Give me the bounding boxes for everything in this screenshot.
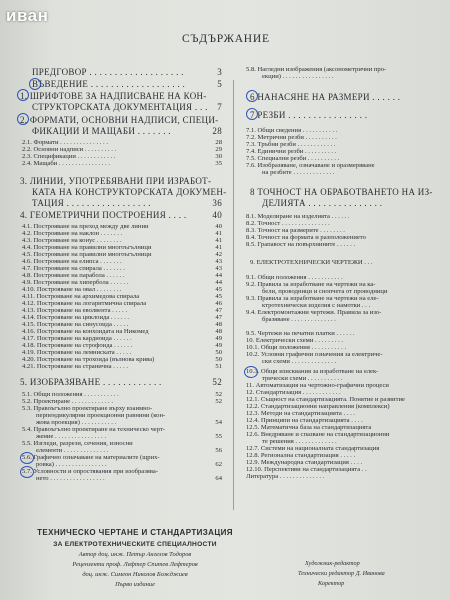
reviewer-credit: Рецензенти проф. Лефтер Спитев Лефтеров: [72, 561, 198, 568]
toc-entry: [20, 91, 225, 101]
reviewer-credit: доц. инж. Симеон Николов Божджиев: [82, 571, 188, 578]
toc-entry: [262, 358, 438, 366]
toc-entry-title: жение . . . . . . . . . . . . . . . .: [36, 433, 107, 440]
toc-entry-title: ктротехнически изделия с намотки . . .: [262, 302, 371, 309]
toc-page-number: 55: [215, 433, 222, 440]
toc-entry-title: 12.6. Внедряване и спазване на стандартизационни: [246, 431, 390, 438]
toc-entry-title: 4. ГЕОМЕТРИЧНИ ПОСТРОЕНИЯ . . . .: [20, 210, 187, 220]
toc-entry: [246, 241, 438, 249]
toc-page-number: 7: [217, 102, 222, 112]
toc-entry-title: 2. ФОРМАТИ, ОСНОВНИ НАДПИСИ, СПЕЦИ-: [20, 115, 219, 125]
toc-page-number: 50: [215, 349, 222, 356]
toc-entry-title: 4.9. Построяване на хипербола . . . . . .: [22, 279, 129, 286]
book-imprint: [20, 528, 250, 588]
toc-entry: [20, 210, 222, 220]
toc-entry: [32, 198, 222, 208]
toc-entry-title: 4.10. Построяване на овал . . . . . . . .: [22, 286, 122, 293]
toc-entry-title: СТРУКТОРСКАТА ДОКУМЕНТАЦИЯ . . .: [32, 102, 208, 112]
toc-page-number: 64: [215, 475, 222, 482]
toc-entry-title: 7.6. Изобразяване, означаване и оразмеряване: [246, 162, 375, 169]
toc-entry-title: 8.1. Моделиране на изделията . . . . . .: [246, 213, 350, 220]
toc-entry-title: бразяване . . . . . . . . . . . . . .: [262, 316, 336, 323]
toc-entry-title: 4.4. Построяване на правилни многоъгълници: [22, 244, 152, 251]
toc-entry-title: 4.5. Построяване на правилни многоъгълници: [22, 251, 152, 258]
toc-page-number: 50: [215, 356, 222, 363]
toc-page-number: 49: [215, 335, 222, 342]
toc-page-number: 30: [215, 153, 222, 160]
book-title: ТЕХНИЧЕСКО ЧЕРТАНЕ И СТАНДАРТИЗАЦИЯ: [37, 528, 233, 537]
toc-entry-title: 10.3. Общи изисквания за изработване на елек-: [246, 368, 379, 375]
toc-entry-title: екции) . . . . . . . . . . . . . . . .: [262, 73, 334, 80]
toc-entry: [262, 316, 438, 324]
watermark-label: иван: [6, 6, 49, 25]
toc-entry-title: 2.2. Основни надписи . . . . . . . . . .: [22, 146, 117, 153]
toc-entry: [262, 169, 438, 177]
toc-entry-title: 12.5. Математична база на стандартизацията: [246, 424, 372, 431]
toc-entry-title: 12. Стандартизация . . . . . . . . . . . .: [246, 389, 341, 396]
book-subtitle: ЗА ЕЛЕКТРОТЕХНИЧЕСКИТЕ СПЕЦИАЛНОСТИ: [53, 541, 217, 548]
toc-entry: [262, 198, 438, 208]
toc-entry-title: 12.4. Принципи на стандартизацията . . . .: [246, 417, 363, 424]
toc-entry-title: бели, проводници и снопчета от проводници: [262, 288, 388, 295]
toc-entry-title: 4.13. Построяване на еволвента . . . . .: [22, 307, 128, 314]
toc-entry-title: 8.3. Точност на размерите . . . . . . . .: [246, 227, 345, 234]
toc-entry-title: ски схеми . . . . . . . . . . . . . .: [262, 358, 337, 365]
column-divider: [233, 80, 234, 510]
toc-entry-title: 1. ШРИФТОВЕ ЗА НАДПИСВАНЕ НА КОН-: [20, 91, 207, 101]
toc-entry-title: 9.4. Електромонтажни чертежи. Правила за изо-: [246, 309, 382, 316]
toc-entry-title: 9.2. Правила за изработване на чертежи на ка-: [246, 281, 376, 288]
toc-page-number: 46: [215, 300, 222, 307]
toc-page-number: 43: [215, 265, 222, 272]
toc-entry-title: 7.3. Тръбни резби . . . . . . . . . . . .: [246, 141, 336, 148]
toc-entry: [22, 363, 222, 371]
toc-page-number: 47: [215, 314, 222, 321]
toc-entry-title: 12.3. Методи на стандартизацията . . . .: [246, 410, 356, 417]
toc-page-number: 28: [212, 126, 222, 136]
toc-entry-title: 12.1. Същност на стандартизацията. Понятие и развитие: [246, 396, 405, 403]
toc-entry: [250, 259, 440, 267]
toc-entry: [32, 79, 222, 89]
toc-page-number: 44: [215, 272, 222, 279]
toc-entry-title: 5.6. Графично означаване на материалите (щрих-: [22, 454, 160, 461]
toc-entry-title: 5.4. Правоъгълно проектиране на техническо черт-: [22, 426, 166, 433]
toc-entry-title: 4.3. Построяване на конус . . . . . . . .: [22, 237, 122, 244]
toc-entry-title: ПРЕДГОВОР . . . . . . . . . . . . . . . . . . .: [32, 67, 184, 77]
toc-page-number: 43: [215, 258, 222, 265]
toc-entry: [20, 377, 222, 387]
toc-entry: [32, 102, 222, 112]
toc-entry-title: 2.4. Мащаби . . . . . . . . . . . . . . . .: [22, 160, 110, 167]
toc-entry-title: 9.5. Чертежи на печатни платки . . . . . .: [246, 330, 355, 337]
toc-entry-title: 8.2. Точност . . . . . . . . . . . . . . .: [246, 220, 330, 227]
toc-page-number: 41: [215, 230, 222, 237]
toc-page-number: 52: [215, 391, 222, 398]
toc-entry: [250, 110, 440, 120]
toc-entry-title: 5.1. Общи положения . . . . . . . . . . .: [22, 391, 119, 398]
toc-entry-title: елементи . . . . . . . . . . . . . .: [36, 447, 109, 454]
toc-entry-title: ДЕЛИЯТА . . . . . . . . . . . . . . .: [262, 198, 383, 208]
toc-entry-title: Литература . . . . . . . . . . . . . .: [246, 473, 325, 480]
toc-entry: [20, 176, 225, 186]
toc-entry-title: 4.18. Построяване на строфоида . . . . . .: [22, 342, 133, 349]
toc-page-number: 41: [215, 237, 222, 244]
toc-entry-title: 9. ЕЛЕКТРОТЕХНИЧЕСКИ ЧЕРТЕЖИ . . .: [250, 259, 373, 266]
toc-entry-title: 5.5. Изгледи, разрези, сечения, износни: [22, 440, 133, 447]
pen-circle-mark: [17, 89, 29, 101]
toc-entry-title: 12.10. Перспективи на стандартизацията . .: [246, 466, 367, 473]
toc-entry-title: 3. ЛИНИИ, УПОТРЕБЯВАНИ ПРИ ИЗРАБОТ-: [20, 176, 212, 186]
toc-entry-title: 4.1. Построяване на преход между две линии: [22, 223, 149, 230]
toc-entry-title: 12.8. Регионална стандартизация . . . . .: [246, 452, 356, 459]
toc-entry-title: 12.7. Системи на националната стандартизация: [246, 445, 380, 452]
toc-entry-title: 5.2. Проектиране . . . . . . . . . . . . .: [22, 398, 113, 405]
toc-entry-title: 4.21. Построяване на странична . . . . .: [22, 363, 129, 370]
toc-page-number: 40: [215, 223, 222, 230]
edition-label: Първо издание: [115, 581, 155, 588]
toc-entry-title: 7.2. Метрични резби . . . . . . . . . .: [246, 134, 337, 141]
toc-entry-title: 4.19. Построяване на лемниската . . . . .: [22, 349, 132, 356]
toc-entry: [32, 126, 222, 136]
toc-entry: [250, 92, 440, 102]
toc-page-number: 35: [215, 160, 222, 167]
toc-entry-title: 9.1. Общи положения . . . . . . . . . . .: [246, 274, 343, 281]
toc-entry-title: трически схеми . . . . . . . . . . .: [262, 375, 343, 382]
toc-entry-title: 7.1. Общи сведения . . . . . . . . . . .: [246, 127, 338, 134]
toc-entry-title: 4.14. Построяване на циклоида . . . . . .: [22, 314, 130, 321]
toc-entry-title: 7.4. Единични резби . . . . . . . . . .: [246, 148, 337, 155]
toc-entry-title: перпендикулярни проекционни равнини (кон-: [36, 412, 166, 419]
toc-entry-title: 4.6. Построяване на елипса . . . . . . .: [22, 258, 122, 265]
toc-entry-title: жова проекция) . . . . . . . . . . .: [36, 419, 117, 426]
toc-page-number: 5: [217, 79, 222, 89]
toc-entry: [22, 160, 222, 168]
author-credit: Автор доц. инж. Петър Ангелов Тодоров: [78, 551, 192, 558]
toc-entry: [250, 187, 442, 197]
toc-page-number: 48: [215, 321, 222, 328]
toc-entry: [32, 187, 227, 197]
toc-entry-title: 4.12. Построяване на логаритмична спирала: [22, 300, 147, 307]
pen-circle-mark: [244, 366, 258, 378]
toc-entry-title: 6 НАНАСЯНЕ НА РАЗМЕРИ . . . . . .: [250, 92, 401, 102]
pen-circle-mark: [246, 108, 258, 120]
artist-credit: Художник-редактор: [305, 560, 360, 567]
pen-circle-mark: [20, 452, 34, 464]
toc-page-number: 47: [215, 307, 222, 314]
toc-entry: [36, 475, 222, 483]
toc-entry-title: 5.7. Условности и опростявания при изобразява-: [22, 468, 158, 475]
toc-entry-title: 8.5. Грапавост на повърхнините . . . . . .: [246, 241, 356, 248]
toc-entry-title: ВЪВЕДЕНИЕ . . . . . . . . . . . . . . . . . . .: [32, 79, 186, 89]
toc-page-number: 51: [215, 363, 222, 370]
toc-page-number: 41: [215, 244, 222, 251]
toc-entry-title: 11. Автоматизация на чертожно-графични процеси: [246, 382, 389, 389]
toc-entry-title: те решения . . . . . . . . . . . . .: [262, 438, 337, 445]
toc-entry-title: 2.3. Спецификации . . . . . . . . . . . .: [22, 153, 116, 160]
toc-page-number: 44: [215, 279, 222, 286]
toc-page-number: 29: [215, 146, 222, 153]
toc-entry-title: 2.1. Формати . . . . . . . . . . . . . . .: [22, 139, 108, 146]
toc-entry-title: 10.1. Общи положения . . . . . . . . . . .: [246, 344, 347, 351]
toc-entry-title: 4.2. Построяване на наклон . . . . . . .: [22, 230, 123, 237]
toc-page-number: 54: [215, 419, 222, 426]
toc-entry-title: 4.17. Построяване на кардиоида . . . . . .: [22, 335, 132, 342]
toc-entry-title: 4.20. Построяване на трохоида (вълнова крива): [22, 356, 155, 363]
toc-entry-title: 12.9. Международна стандартизация . . . .: [246, 459, 363, 466]
toc-entry-title: ровка) . . . . . . . . . . . . . . . .: [36, 461, 107, 468]
toc-entry: [32, 67, 222, 77]
toc-page-number: 3: [217, 67, 222, 77]
toc-entry-title: 7 РЕЗБИ . . . . . . . . . . . . . . . .: [250, 110, 368, 120]
toc-entry-title: 4.8. Построяване на парабола . . . . . .: [22, 272, 125, 279]
toc-page-number: 49: [215, 342, 222, 349]
corrector-credit: Коректор: [318, 580, 345, 587]
toc-entry-title: КАТА НА КОНСТРУКТОРСКАТА ДОКУМЕН-: [32, 187, 227, 197]
toc-entry: [20, 115, 225, 125]
toc-entry-title: 5.8. Нагледни изображения (аксонометрични про-: [246, 66, 387, 73]
toc-page-number: 48: [215, 328, 222, 335]
toc-entry-title: 4.16. Построяване на конхоидата на Никомед: [22, 328, 149, 335]
toc-entry-title: 8 ТОЧНОСТ НА ОБРАБОТВАНЕТО НА ИЗ-: [250, 187, 433, 197]
toc-page-number: 62: [215, 461, 222, 468]
toc-page-number: 45: [215, 293, 222, 300]
toc-entry-title: 4.11. Построяване на архимедова спирала: [22, 293, 140, 300]
toc-entry-title: 5.3. Правоъгълно проектиране върху взаимно-: [22, 405, 153, 412]
toc-page-number: 56: [215, 447, 222, 454]
toc-entry: [262, 73, 438, 81]
pen-circle-mark: [20, 466, 34, 478]
toc-entry-title: ФИКАЦИИ И МАЩАБИ . . . . . . .: [32, 126, 171, 136]
toc-entry-title: 4.15. Построяване на синусоида . . . . .: [22, 321, 129, 328]
toc-entry-title: 10.2. Условни графични означения за електриче-: [246, 351, 383, 358]
toc-entry-title: ТАЦИЯ . . . . . . . . . . . . . . . . .: [32, 198, 151, 208]
pen-circle-mark: [29, 78, 41, 90]
toc-entry-title: 10. Електрически схеми . . . . . . . . .: [246, 337, 344, 344]
toc-entry-title: 4.7. Построяване на спирала . . . . . . .: [22, 265, 125, 272]
pen-circle-mark: [17, 113, 29, 125]
toc-page-number: 52: [212, 377, 222, 387]
tech-editor-credit: Технически редактор Д. Иванова: [298, 570, 385, 577]
toc-page-number: 40: [212, 210, 222, 220]
toc-page-number: 28: [215, 139, 222, 146]
toc-entry-title: на резбите . . . . . . . . . . . . .: [262, 169, 335, 176]
toc-entry-title: 9.3. Правила за изработване на чертежи на еле-: [246, 295, 379, 302]
toc-page-number: 52: [215, 398, 222, 405]
toc-entry-title: 12.2. Стандартизационни направления (комплекси): [246, 403, 390, 410]
toc-page-number: 42: [215, 251, 222, 258]
page-title: СЪДЪРЖАНИЕ: [182, 33, 270, 45]
pen-circle-mark: [246, 90, 258, 102]
toc-entry-title: нето . . . . . . . . . . . . . . . . .: [36, 475, 105, 482]
toc-page-number: 36: [212, 198, 222, 208]
toc-entry-title: 8.4. Точност на формата и разположението: [246, 234, 366, 241]
toc-entry-title: 5. ИЗОБРАЗЯВАНЕ . . . . . . . . . . . .: [20, 377, 162, 387]
toc-entry: [246, 473, 438, 481]
toc-page-number: 45: [215, 286, 222, 293]
toc-entry-title: 7.5. Специални резби . . . . . . . . . .: [246, 155, 340, 162]
